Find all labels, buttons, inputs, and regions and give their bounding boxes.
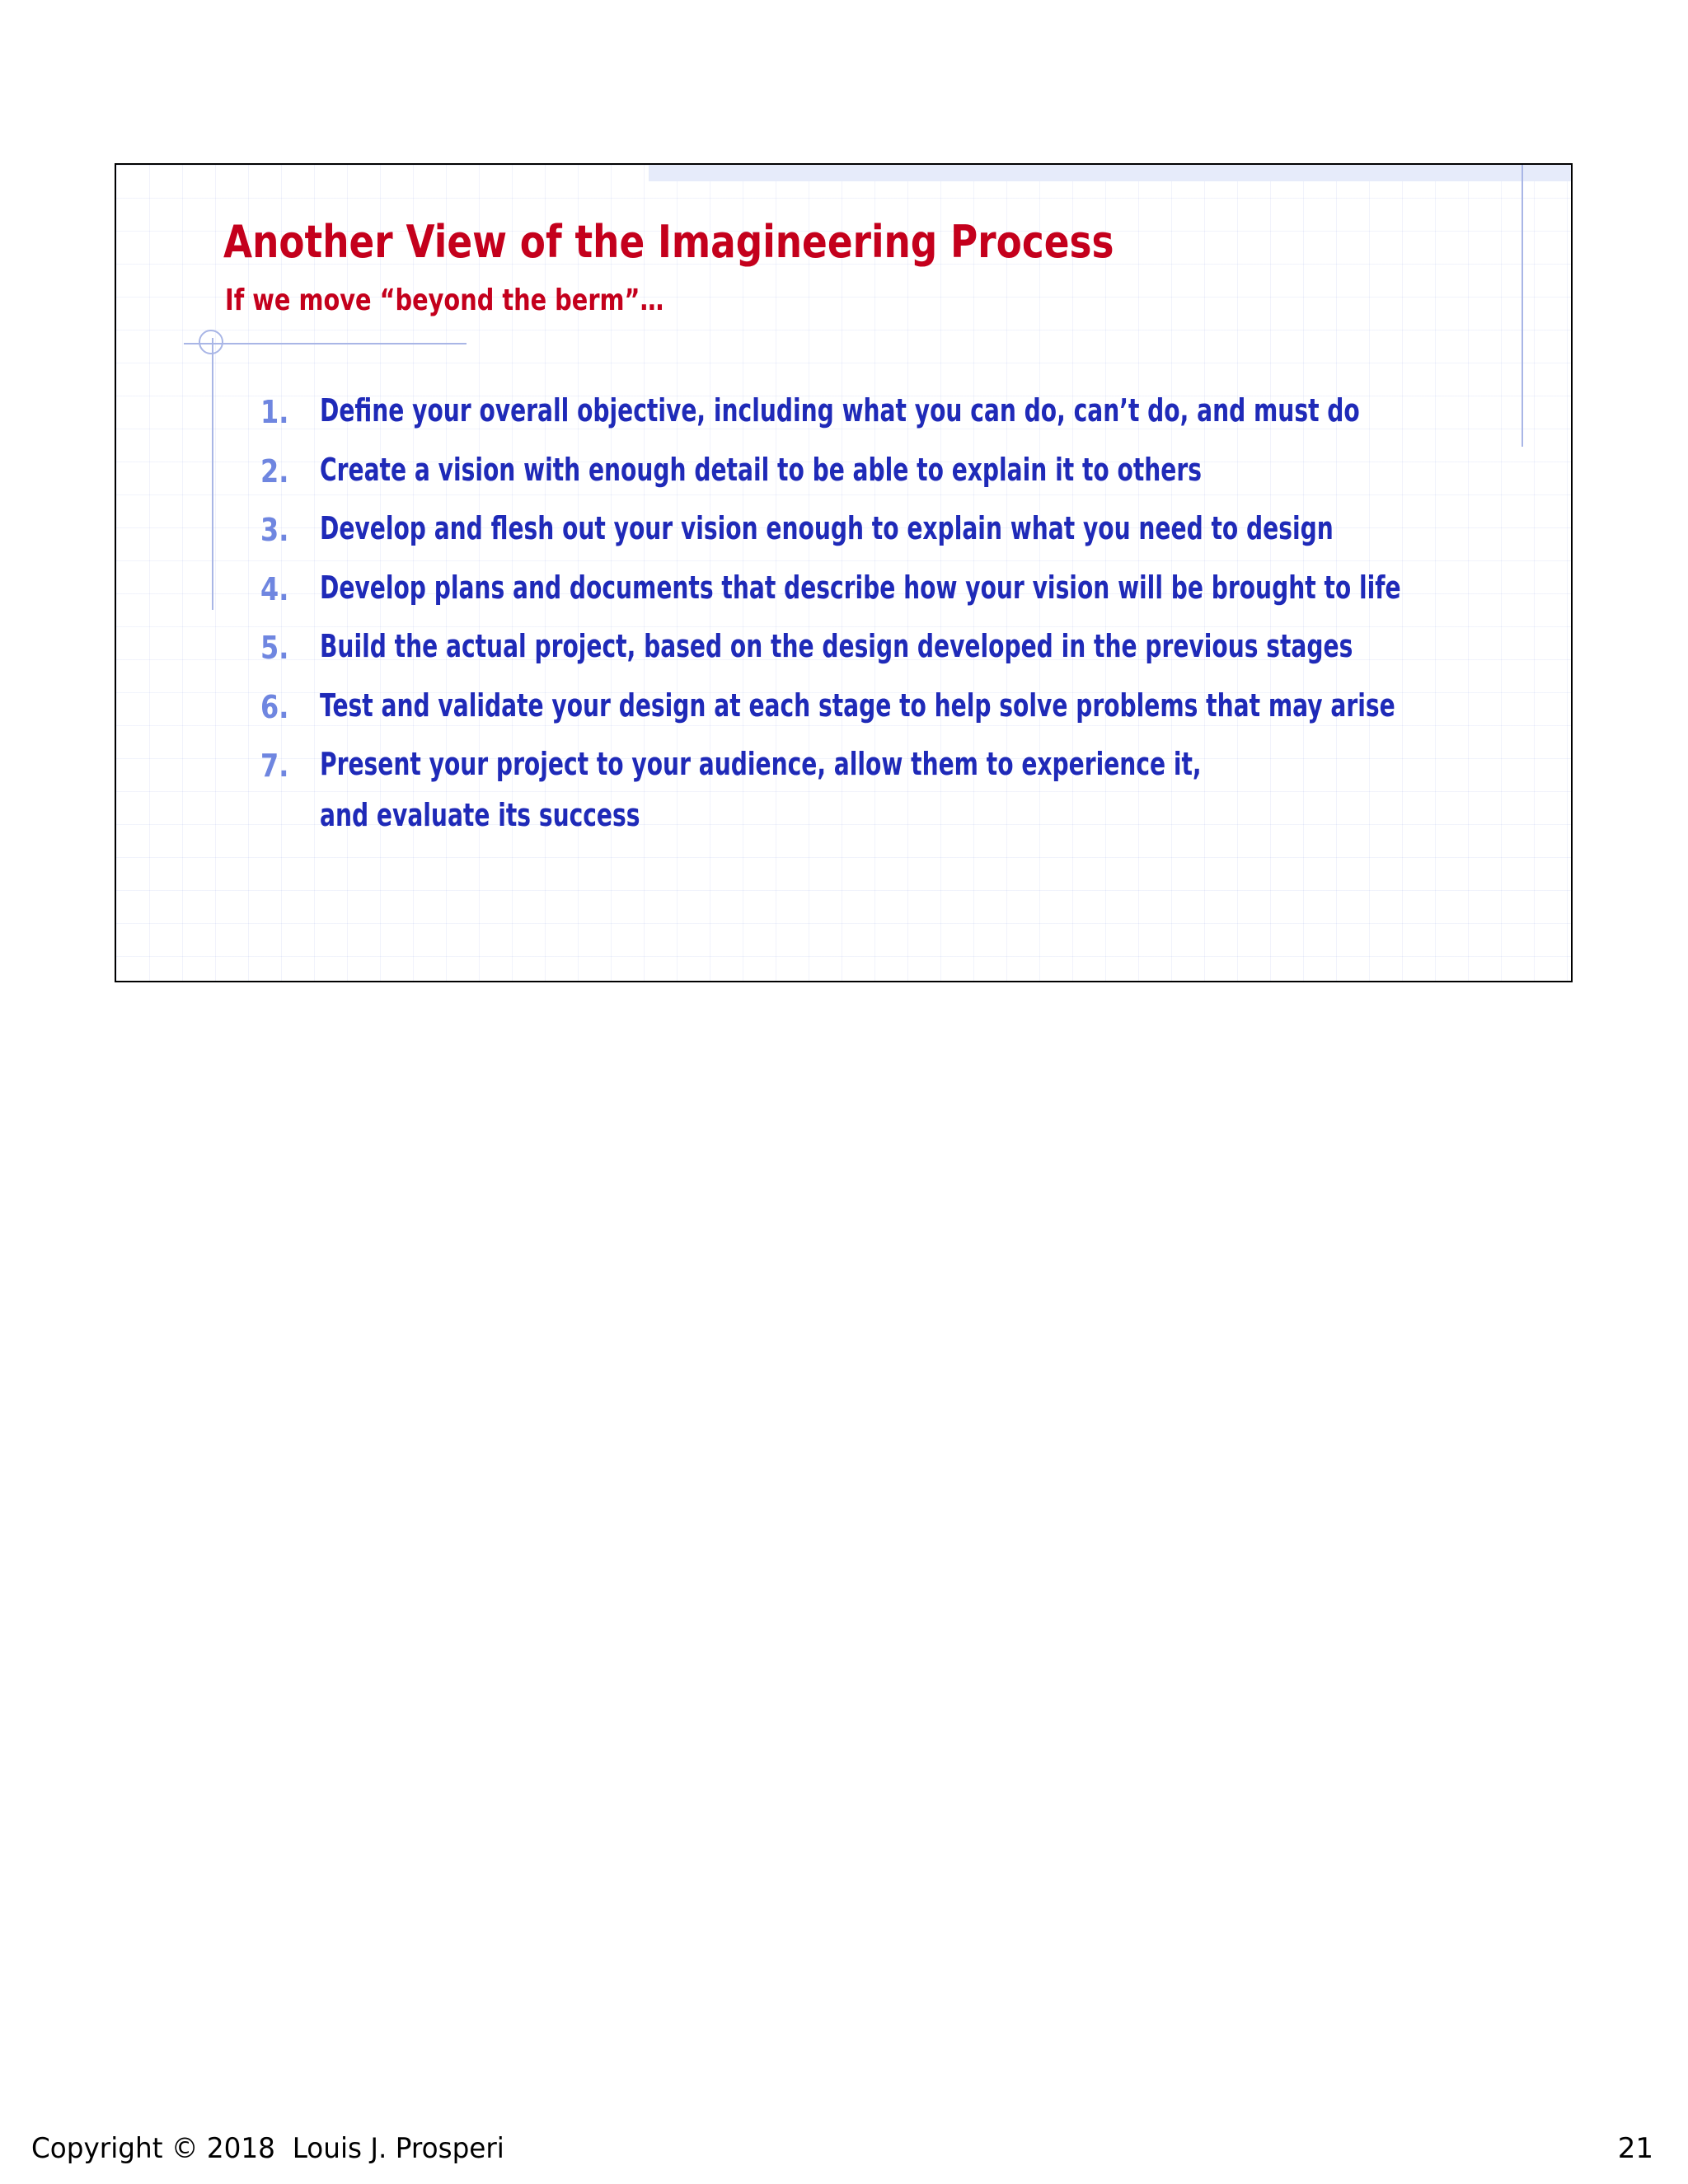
- crosshair-circle-icon: [199, 330, 223, 354]
- decorative-vertical-line-left: [212, 338, 213, 610]
- step-text: Define your overall objective, including what you can do, can’t do, and must do: [320, 392, 1360, 429]
- slide-subtitle: If we move “beyond the berm”…: [225, 284, 664, 317]
- step-number: 6.: [260, 688, 289, 725]
- page-number: 21: [1617, 2132, 1653, 2165]
- step-text: Test and validate your design at each stage to help solve problems that may arise: [320, 687, 1395, 724]
- step-number: 3.: [260, 512, 289, 548]
- decorative-top-bar: [649, 165, 1571, 181]
- slide-title: Another View of the Imagineering Process: [223, 216, 1114, 268]
- step-number: 4.: [260, 570, 289, 607]
- copyright-notice: Copyright © 2018 Louis J. Prosperi: [31, 2132, 504, 2165]
- step-number: 2.: [260, 452, 289, 490]
- step-text: Develop and flesh out your vision enough to explain what you need to design: [320, 510, 1334, 546]
- step-number: 1.: [260, 394, 289, 430]
- step-text: Present your project to your audience, allow them to experience it, and evaluate its success: [320, 746, 1202, 833]
- step-number: 7.: [260, 748, 289, 784]
- slide: [115, 163, 1573, 982]
- decorative-vertical-line-right: [1522, 165, 1523, 447]
- step-text: Create a vision with enough detail to be able to explain it to others: [320, 451, 1202, 488]
- decorative-horizontal-line: [184, 343, 467, 344]
- step-number: 5.: [260, 630, 289, 666]
- step-text: Build the actual project, based on the design developed in the previous stages: [320, 628, 1353, 664]
- step-text: Develop plans and documents that describe how your vision will be brought to life: [320, 569, 1401, 606]
